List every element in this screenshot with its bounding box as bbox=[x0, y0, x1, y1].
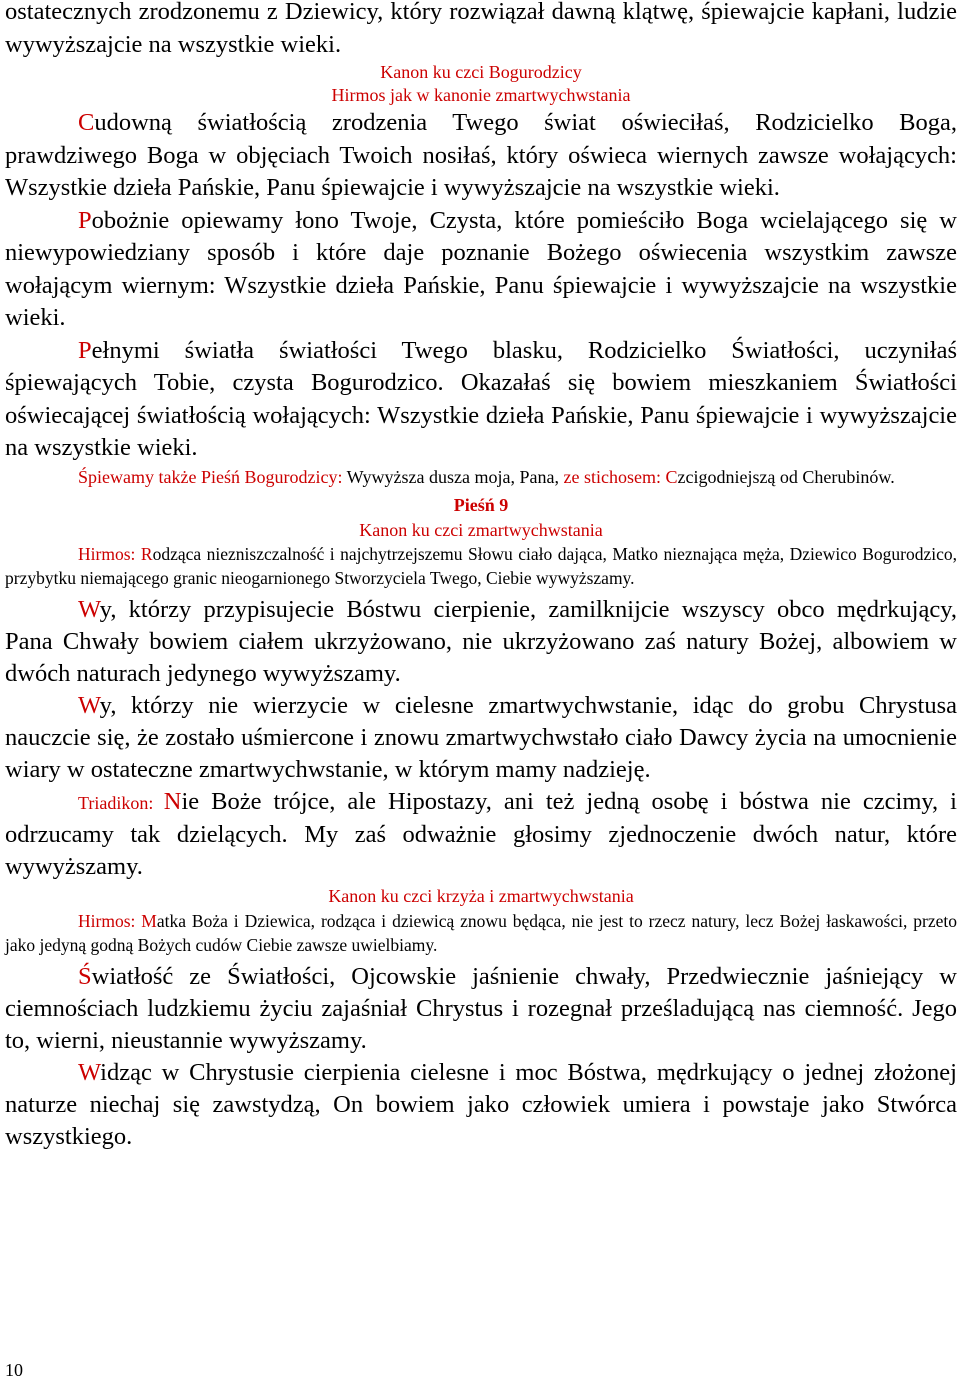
initial-letter: W bbox=[78, 595, 100, 623]
paragraph-text: ełnymi światła światłości Twego blasku, Rodzicielko Światłości, uczyniłaś śpiewających Tobie, czysta Bogurodzico. Okazałaś się bowiem mieszkaniem Światłości oświecającej światłością wołających: Wszystkie dzieła Pańskie, Panu śpiewajcie i wywyższajcie na wszystkie wieki. bbox=[5, 336, 957, 461]
paragraph-text: y, którzy przypisujecie Bóstwu cierpienie, zamilknijcie wszyscy obco mędrkujący, Pana Chwały bowiem ciałem ukrzyżowano, nie ukrzyżowano zaś natury Bożej, albowiem w dwóch naturach jedynego wywyższamy. bbox=[5, 595, 957, 687]
hirmos-label: Hirmos: bbox=[78, 910, 142, 931]
heading-kanon-zmartwychwstania: Kanon ku czci zmartwychwstania bbox=[359, 519, 603, 540]
rubric-red: C bbox=[665, 466, 678, 487]
paragraph-triadikon bbox=[5, 786, 957, 883]
initial-letter: R bbox=[140, 543, 153, 564]
rubric-black: Wywyższa dusza moja, Pana, bbox=[346, 466, 564, 487]
paragraph-text: udowną światłością zrodzenia Twego świat oświeciłaś, Rodzicielko Boga, prawdziwego Boga w objęciach Twoich nosiłaś, który oświeca wiernych zawsze wołających: Wszystkie dzieła Pańskie, Panu śpiewajcie i wywyższajcie na wszystkie wieki. bbox=[5, 109, 957, 201]
paragraph-wy-2 bbox=[5, 690, 957, 786]
initial-letter: M bbox=[141, 910, 157, 931]
hirmos-1 bbox=[5, 542, 957, 591]
initial-letter: C bbox=[78, 109, 95, 136]
heading-kanon-bogurodzicy: Kanon ku czci Bogurodzicy bbox=[380, 62, 582, 82]
rubric-red: ze stichosem: bbox=[563, 466, 666, 487]
initial-letter: P bbox=[78, 206, 92, 234]
rubric-black: zcigodniejszą od Cherubinów. bbox=[677, 466, 895, 487]
hirmos-text: atka Boża i Dziewica, rodząca i dziewicą znowu będąca, nie jest to rzecz natury, lecz Bożej łaskawości, przeto jako jedyną godną Bożych cudów Ciebie zawsze uwielbiamy. bbox=[5, 910, 957, 955]
paragraph-text: wiatłość ze Światłości, Ojcowskie jaśnienie chwały, Przedwiecznie jaśniejący w ciemnościach ludzkiemu życiu zajaśniał Chrystus i rozegnał prześladującą nas ciemność. Jego to, wierni, nieustannie wywyższamy. bbox=[5, 962, 957, 1054]
paragraph-widzac bbox=[5, 1057, 957, 1153]
rubric-red: Śpiewamy także Pieśń Bogurodzicy: bbox=[78, 466, 347, 487]
paragraph-text: idząc w Chrystusie cierpienia cielesne i moc Bóstwa, mędrkujący o jednej złożonej naturze niechaj się zawstydzą, On bowiem jako człowiek umiera i powstaje jako Stwórca wszystkiego. bbox=[5, 1058, 957, 1150]
initial-letter: N bbox=[163, 787, 182, 815]
initial-letter: P bbox=[78, 336, 92, 364]
paragraph-poboznie bbox=[5, 205, 957, 335]
document-page bbox=[5, 0, 957, 1153]
initial-letter: W bbox=[78, 691, 100, 719]
paragraph-wy-1 bbox=[5, 594, 957, 690]
paragraph-text: obożnie opiewamy łono Twoje, Czysta, które pomieściło Boga wcielającego się w niewypowiedziany sposób i które daje poznanie Bożego oświecenia wszystkim zawsze wołającym wiernym: Wszystkie dzieła Pańskie, Panu śpiewajcie i wywyższajcie na wszystkie wieki. bbox=[5, 206, 957, 331]
initial-letter: W bbox=[78, 1058, 101, 1086]
hirmos-text: odząca niezniszczalność i najchytrzejszemu Słowu ciało dająca, Matko nieznająca męża, Dziewico Bogurodzico, przybytku niemającego granic nieogarnionego Stworzyciela Twego, Ciebie wywyższamy. bbox=[5, 543, 957, 588]
heading-kanon-krzyza: Kanon ku czci krzyża i zmartwychwstania bbox=[328, 885, 634, 906]
rubric-note bbox=[5, 465, 957, 490]
paragraph-pelnymi bbox=[5, 335, 957, 465]
hirmos-2 bbox=[5, 909, 957, 958]
paragraph-text: ie Boże trójce, ale Hipostazy, ani też jedną osobę i bóstwa nie czcimy, i odrzucamy tak dzielących. My zaś odważnie głosimy zjednoczenie dwóch natur, które wywyższamy. bbox=[5, 787, 957, 880]
page-number: 10 bbox=[5, 1360, 23, 1380]
paragraph-continued: ostatecznych zrodzonemu z Dziewicy, który rozwiązał dawną klątwę, śpiewajcie kapłani, ludzie wywyższajcie na wszystkie wieki. bbox=[5, 0, 957, 58]
paragraph-cudowna bbox=[5, 107, 957, 205]
paragraph-swiatlosc bbox=[5, 961, 957, 1057]
heading-piesn: Pieśń 9 bbox=[453, 494, 509, 515]
heading-hirmos-jak: Hirmos jak w kanonie zmartwychwstania bbox=[331, 85, 631, 105]
hirmos-label: Hirmos: bbox=[78, 543, 141, 564]
initial-letter: Ś bbox=[78, 962, 92, 990]
triadikon-label: Triadikon: bbox=[78, 792, 164, 813]
paragraph-text: y, którzy nie wierzycie w cielesne zmartwychwstanie, idąc do grobu Chrystusa nauczcie się, że zostało uśmiercone i znowu zmartwychwstało ciało Dawcy życia na umocnienie wiary w ostateczne zmartwychwstanie, w którym mamy nadzieję. bbox=[5, 691, 957, 783]
